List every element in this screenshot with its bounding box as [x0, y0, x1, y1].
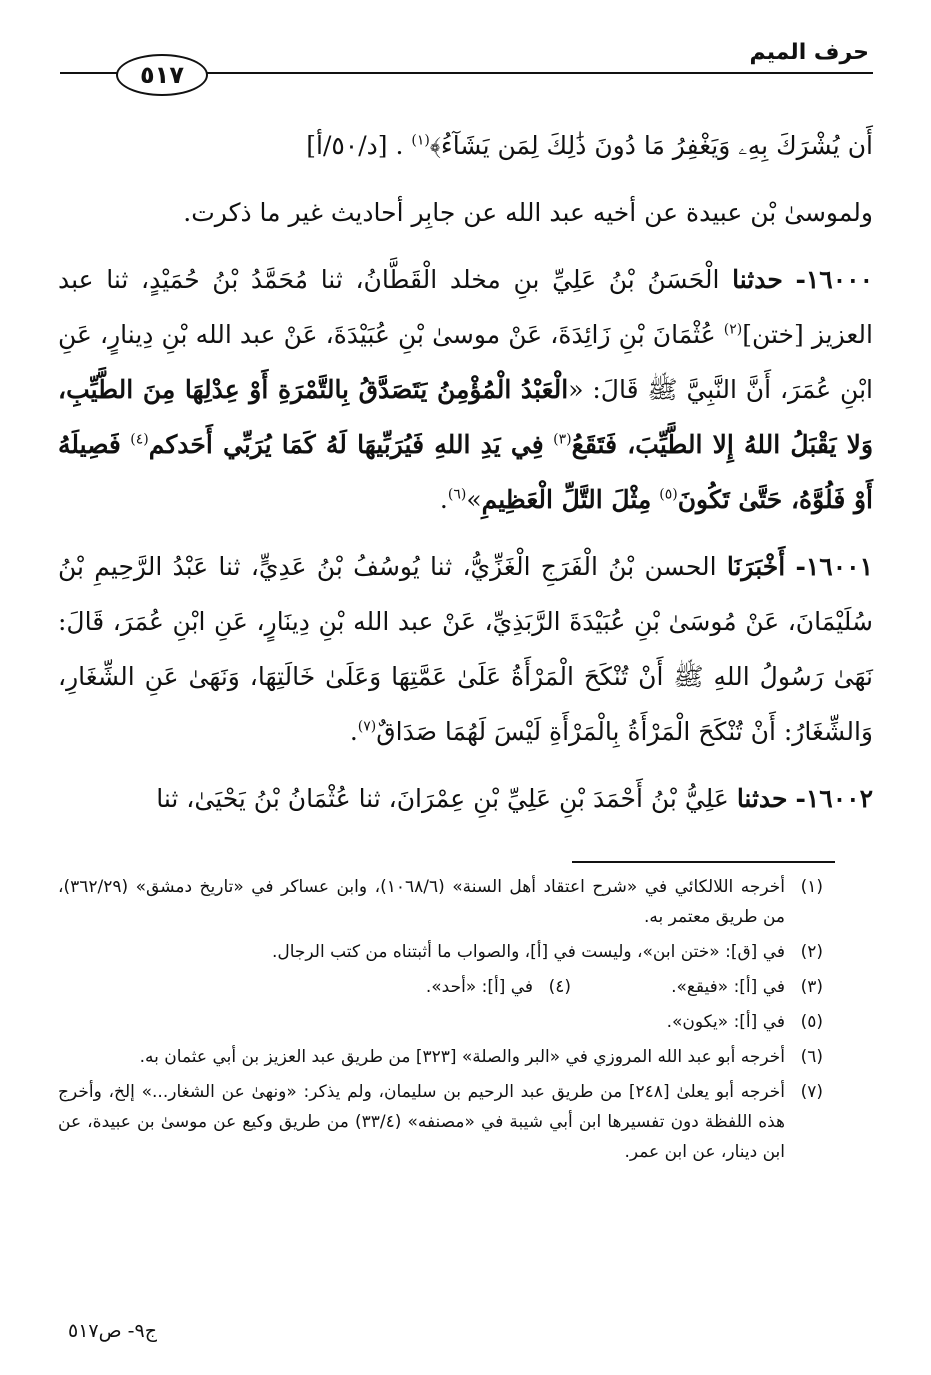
- quran-verse: أَن يُشْرَكَ بِهِۦ وَيَغْفِرُ مَا دُونَ ذَٰلِكَ لِمَن يَشَآءُ﴾: [429, 131, 873, 160]
- hadith-lead: أَخْبَرَنَا: [726, 552, 786, 581]
- matn-text: فَصِيلَهُ أَوْ فَلُوَّهُ، حَتَّىٰ تَكُونَ: [58, 430, 873, 514]
- footnote-number: (٣): [800, 977, 823, 997]
- author-note-text: ولموسىٰ بْن عبيدة عن أخيه عبد الله عن جابِر أحاديث غير ما ذكرت.: [183, 198, 873, 227]
- volume-page-reference: ج٩- ص٥١٧: [68, 1320, 157, 1342]
- footnote-ref: (١): [411, 132, 430, 149]
- hadith-lead: حدثنا: [732, 265, 783, 294]
- author-note: [58, 185, 873, 240]
- matn-text: الْعَبْدُ الْمُؤْمِنُ يَتَصَدَّقُ بِالتَّمْرَةِ أَوْ عِدْلِهَا مِنَ الطَّيِّبِ، وَلا يَقْبَلُ اللهُ إِلا الطَّيِّبَ، فَتَقَعُ: [58, 375, 874, 459]
- hadith-number: ١٦٠٠٠-: [795, 265, 873, 294]
- hadith-number: ١٦٠٠١-: [795, 552, 873, 581]
- footnote-number: (٧): [800, 1082, 823, 1102]
- footnote-ref: (٣): [553, 431, 572, 448]
- isnad-text: الْحَسَنُ بْنُ عَلِيِّ بنِ مخلد الْقَطَّانُ، ثنا مُحَمَّدُ بْنُ حُمَيْدٍ، ثنا عبد العزيز [ختن]: [58, 265, 873, 349]
- footnote-1: [58, 872, 823, 932]
- footnotes: [58, 872, 823, 1172]
- chapter-title: حرف الميم: [749, 40, 869, 65]
- footnote-number: (٤): [548, 977, 572, 997]
- hadith-number: ١٦٠٠٢-: [795, 784, 873, 813]
- hadith-16002: [58, 771, 873, 826]
- footnote-number: (٦): [800, 1047, 823, 1067]
- main-text: [58, 118, 873, 838]
- hadith-16001: [58, 539, 873, 759]
- footnote-text: أخرجه أبو عبد الله المروزي في «البر والصلة» [٣٢٣] من طريق عبد العزيز بن أبي عثمان به.: [139, 1047, 785, 1067]
- footnote-number: (٢): [800, 942, 823, 962]
- footnote-3: [671, 972, 823, 1002]
- matn-text: مِثْلَ التَّلِّ الْعَظِيمِ: [481, 485, 652, 514]
- footnote-ref: (٢): [723, 321, 743, 338]
- manuscript-ref: . [د/٥٠/أ]: [306, 131, 404, 160]
- footnote-row: [58, 972, 823, 1007]
- quran-verse-line: [58, 118, 873, 173]
- hadith-text: الحسن بْنُ الْفَرَجِ الْغَزِّيُّ، ثنا يُوسُفُ بْنُ عَدِيٍّ، ثنا عَبْدُ الرَّحِيمِ بْنُ سُلَيْمَانَ، عَنْ مُوسَىٰ بْنِ عُبَيْدَةَ الرَّبَذِيِّ، عَنْ عبد الله بْنِ دِينَارٍ، عَنِ ابْنِ عُمَرَ، قَالَ: نَهَىٰ رَسُولُ اللهِ ﷺ أَنْ تُنْكَحَ الْمَرْأَةُ عَلَىٰ عَمَّتِهَا وَعَلَىٰ خَالَتِهَا، وَنَهَىٰ عَنِ الشِّغَارِ، وَالشِّغَارُ: أَنْ تُنْكَحَ الْمَرْأَةُ بِالْمَرْأَةِ لَيْسَ لَهُمَا صَدَاقٌ: [58, 552, 873, 746]
- hadith-16000: [58, 252, 873, 527]
- footnote-rule: [572, 861, 835, 863]
- footnote-text: في [أ]: «أحد».: [425, 977, 534, 997]
- footnote-ref: (٤): [130, 431, 149, 448]
- footnote-text: أخرجه أبو يعلىٰ [٢٤٨] من طريق عبد الرحيم بن سليمان، ولم يذكر: «ونهىٰ عن الشغار...» إلخ، وأخرج هذه اللفظة دون تفسيرها ابن أبي شيبة في «مصنفه» (٣٣/٤) من طريق وكيع عن موسىٰ بن عبيدة، عن ابن دينار، عن ابن عمر.: [58, 1082, 786, 1162]
- matn-text: فِي يَدِ اللهِ فَيُرَبِّيهَا لَهُ كَمَا يُرَبِّي أَحَدكم: [148, 430, 544, 459]
- footnote-text: في [ق]: «ختن ابن»، وليست في [أ]، والصواب ما أثبتناه من كتب الرجال.: [271, 942, 785, 962]
- footnote-text: في [أ]: «فيقع».: [671, 977, 785, 997]
- page-number-badge: ٥١٧: [116, 54, 208, 96]
- footnote-ref: (٦): [447, 486, 467, 503]
- footnote-ref: (٥): [659, 486, 678, 503]
- footnote-number: (٥): [800, 1012, 823, 1032]
- footnote-number: (١): [800, 877, 823, 897]
- footnote-7: [58, 1077, 823, 1167]
- isnad-text: عَلِيُّ بْنُ أَحْمَدَ بْنِ عَلِيِّ بْنِ عِمْرَانَ، ثنا عُثْمَانُ بْنُ يَحْيَىٰ، ثنا: [156, 784, 729, 813]
- footnote-6: [58, 1042, 823, 1072]
- footnote-5: [58, 1007, 823, 1037]
- footnote-text: أخرجه اللالكائي في «شرح اعتقاد أهل السنة» (١٠٦٨/٦)، وابن عساكر في «تاريخ دمشق» (٣٦٢/٢٩)، من طريق معتمر به.: [58, 877, 786, 927]
- quote-close: »: [466, 485, 482, 514]
- footnote-ref: (٧): [357, 718, 377, 735]
- isnad-text: عُثْمَانَ بْنِ زَائِدَةَ، عَنْ موسىٰ بْنِ عُبَيْدَةَ، عَنْ عبد الله بْنِ دِينارٍ، عَنِ ابْنِ عُمَرَ، أَنَّ النَّبِيَّ ﷺ قَالَ: «: [58, 320, 873, 404]
- hadith-lead: حدثنا: [736, 784, 788, 813]
- full-stop: .: [349, 717, 358, 746]
- footnote-2: [58, 937, 823, 967]
- full-stop: .: [439, 485, 448, 514]
- footnote-text: في [أ]: «يكون».: [666, 1012, 785, 1032]
- footnote-4: [426, 972, 571, 1002]
